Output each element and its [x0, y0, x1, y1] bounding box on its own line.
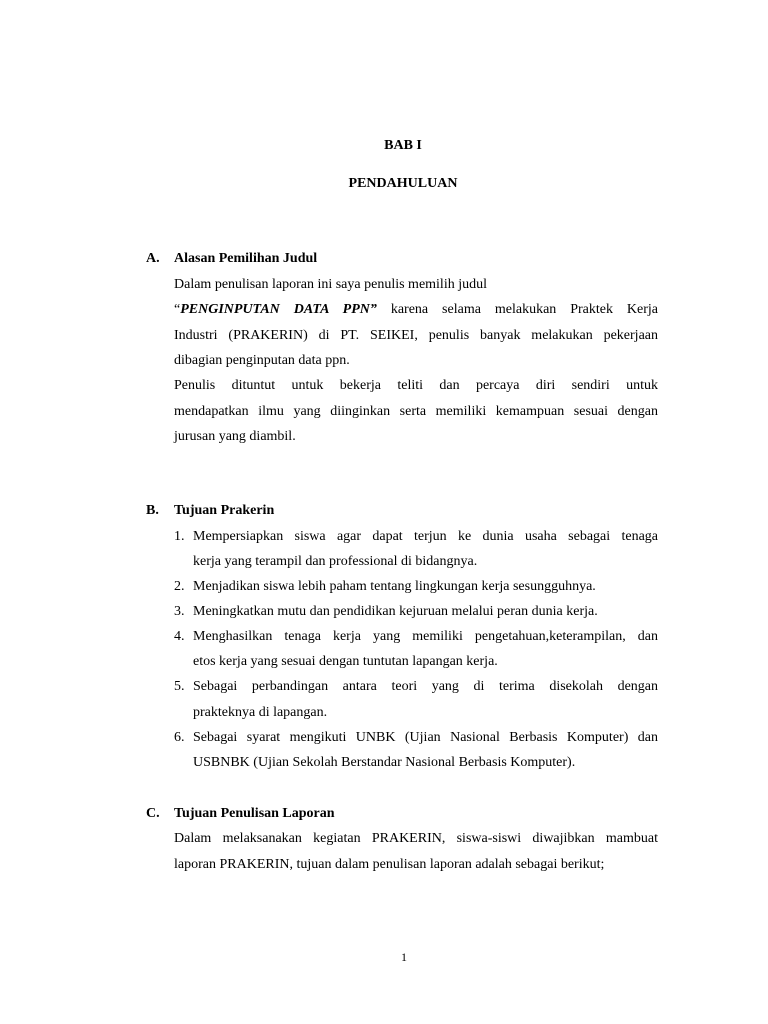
list-item-text: Sebagai perbandingan antara teori yang di terima disekolah dengan	[193, 679, 658, 694]
chapter-title: PENDAHULUAN	[348, 176, 458, 191]
section-b-letter: B.	[146, 503, 159, 518]
section-a-title: Alasan Pemilihan Judul	[174, 251, 318, 266]
section-a-line: mendapatkan ilmu yang diinginkan serta memiliki kemampuan sesuai dengan	[174, 404, 658, 419]
list-item-number: 6.	[174, 730, 185, 745]
list-item-text: Meningkatkan mutu dan pendidikan kejuruan melalui peran dunia kerja.	[193, 604, 598, 619]
section-a-line: Penulis dituntut untuk bekerja teliti dan percaya diri sendiri untuk	[174, 378, 658, 393]
list-item-text: etos kerja yang sesuai dengan tuntutan lapangan kerja.	[193, 654, 498, 669]
list-item-number: 1.	[174, 529, 185, 544]
chapter-number: BAB I	[384, 138, 422, 153]
section-c-line: Dalam melaksanakan kegiatan PRAKERIN, siswa-siswi diwajibkan mambuat	[174, 831, 658, 846]
section-c-letter: C.	[146, 806, 160, 821]
section-b-title: Tujuan Prakerin	[174, 503, 275, 518]
list-item-text: Menjadikan siswa lebih paham tentang lingkungan kerja sesungguhnya.	[193, 579, 596, 594]
section-a-text: karena selama melakukan Praktek Kerja	[376, 302, 659, 317]
list-item-text: Menghasilkan tenaga kerja yang memiliki pengetahuan,keterampilan, dan	[193, 629, 658, 644]
section-a-letter: A.	[146, 251, 160, 266]
list-item-number: 5.	[174, 679, 185, 694]
section-a-line: Dalam penulisan laporan ini saya penulis memilih judul	[174, 277, 487, 292]
page-number: 1	[401, 950, 407, 964]
section-a-line	[174, 301, 658, 318]
open-quote: “	[174, 302, 181, 317]
section-a-line: dibagian penginputan data ppn.	[174, 353, 350, 368]
list-item-number: 3.	[174, 604, 185, 619]
section-a-line: jurusan yang diambil.	[174, 429, 296, 444]
list-item-text: kerja yang terampil dan professional di bidangnya.	[193, 554, 478, 569]
title-emphasis: PENGINPUTAN DATA PPN”	[180, 302, 377, 317]
list-item-text: USBNBK (Ujian Sekolah Berstandar Nasional Berbasis Komputer).	[193, 755, 576, 770]
section-c-title: Tujuan Penulisan Laporan	[174, 806, 335, 821]
list-item-number: 4.	[174, 629, 185, 644]
list-item-text: prakteknya di lapangan.	[193, 705, 328, 720]
section-c-line: laporan PRAKERIN, tujuan dalam penulisan laporan adalah sebagai berikut;	[174, 857, 605, 872]
list-item-text: Mempersiapkan siswa agar dapat terjun ke dunia usaha sebagai tenaga	[193, 529, 658, 544]
list-item-number: 2.	[174, 579, 185, 594]
section-a-line: Industri (PRAKERIN) di PT. SEIKEI, penulis banyak melakukan pekerjaan	[174, 328, 658, 343]
list-item-text: Sebagai syarat mengikuti UNBK (Ujian Nasional Berbasis Komputer) dan	[193, 730, 658, 745]
